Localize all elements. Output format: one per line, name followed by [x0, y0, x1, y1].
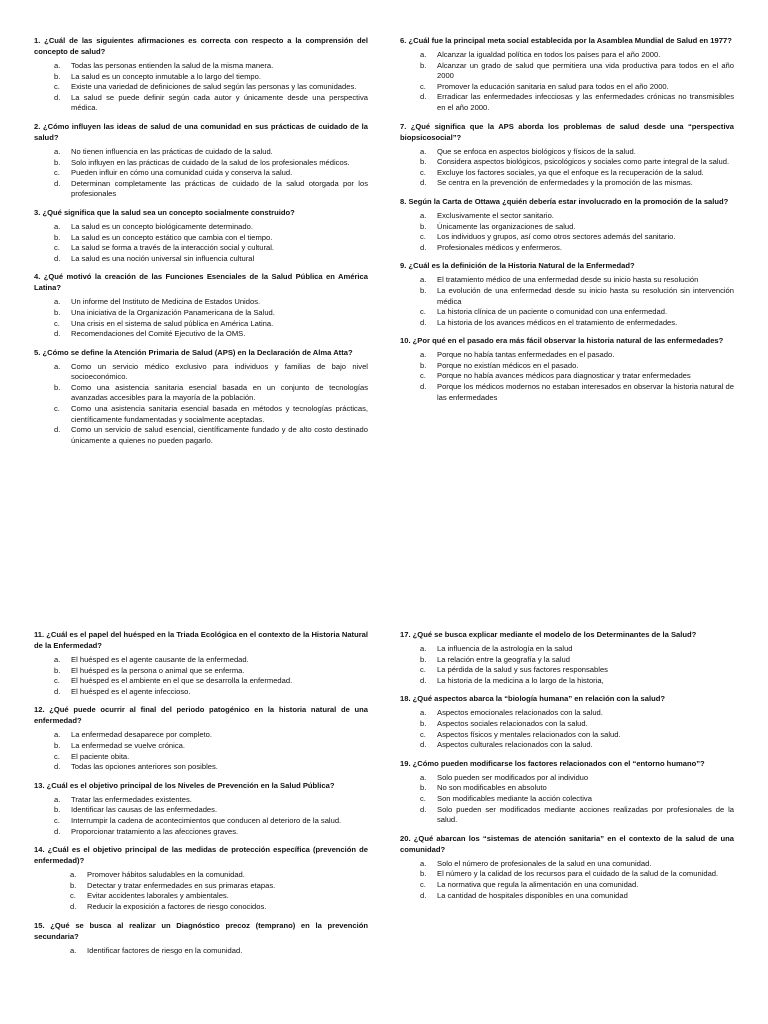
option-letter: d.	[54, 253, 61, 263]
option-text: Detectar y tratar enfermedades en sus primaras etapas.	[87, 880, 276, 890]
question-block	[400, 833, 734, 901]
option-letter: c.	[420, 232, 426, 242]
question-title: 6. ¿Cuál fue la principal meta social establecida por la Asamblea Mundial de Salud en 1977?	[400, 36, 732, 45]
option-letter: d.	[420, 890, 427, 900]
option-text: El número y la calidad de los recursos para el cuidado de la salud de la comunidad.	[437, 869, 719, 879]
option-item	[420, 891, 734, 902]
question-title: 1. ¿Cuál de las siguientes afirmaciones es correcta con respecto a la comprensión del concepto de salud?	[34, 36, 368, 56]
question-block	[34, 121, 368, 200]
options-list	[34, 730, 368, 772]
option-text: Como un servicio médico exclusivo para individuos y familias de bajo nivel socioeconómico.	[71, 361, 368, 382]
option-text: El huésped es el agente causante de la enfermedad.	[71, 655, 249, 664]
option-text: Porque los médicos modernos no estaban interesados en observar la historia natural de las enfermedades	[437, 382, 734, 402]
question-title: 8. Según la Carta de Ottawa ¿quién debería estar involucrado en la promoción de la salud?	[400, 196, 729, 206]
option-letter: d.	[54, 178, 61, 188]
option-letter: d.	[70, 901, 77, 911]
question-block	[400, 758, 734, 826]
option-letter: d.	[420, 178, 427, 188]
question-title: 2. ¿Cómo influyen las ideas de salud de una comunidad en sus prácticas de cuidado de la salud?	[34, 121, 368, 142]
option-item	[54, 666, 368, 677]
option-text: Identificar factores de riesgo en la comunidad.	[87, 945, 243, 955]
option-item	[54, 362, 368, 383]
question-title: 9. ¿Cuál es la definición de la Historia Natural de la Enfermedad?	[400, 261, 635, 271]
option-item	[54, 404, 368, 425]
option-letter: d.	[420, 92, 427, 102]
option-text: La relación entre la geografía y la salud	[437, 654, 570, 664]
question-title: 11. ¿Cuál es el papel del huésped en la Triada Ecológica en el contexto de la Historia Natural de la Enfermedad?	[34, 630, 368, 650]
option-letter: b.	[54, 157, 61, 167]
option-text: Solo pueden ser modificados mediante acciones realizadas por profesionales de la salud.	[437, 804, 734, 825]
option-item	[420, 719, 734, 730]
option-letter: a.	[420, 708, 427, 718]
option-text: Promover hábitos saludables en la comunidad.	[87, 870, 245, 880]
option-text: Pueden influir en cómo una comunidad cuida y conserva la salud.	[71, 168, 293, 178]
question-title: 17. ¿Qué se busca explicar mediante el modelo de los Determinantes de la Salud?	[400, 630, 697, 639]
option-letter: c.	[420, 371, 426, 381]
options-list	[34, 795, 368, 837]
option-item	[420, 222, 734, 233]
option-letter: c.	[420, 167, 426, 177]
option-item	[54, 168, 368, 179]
question-block	[34, 704, 368, 772]
option-letter: a.	[420, 146, 427, 156]
option-text: El tratamiento médico de una enfermedad desde su inicio hasta su resolución	[437, 275, 699, 285]
option-item	[54, 383, 368, 404]
question-block	[400, 121, 734, 189]
option-text: Una iniciativa de la Organización Panamericana de la Salud.	[71, 307, 275, 317]
option-text: Reducir la exposición a factores de riesgo conocidos.	[87, 901, 267, 911]
option-text: La evolución de una enfermedad desde su inicio hasta su resolución sin intervención médica	[437, 285, 734, 306]
option-item	[54, 329, 368, 340]
option-letter: d.	[420, 242, 427, 252]
option-text: Solo pueden ser modificados por al individuo	[437, 772, 589, 782]
option-item	[54, 72, 368, 83]
option-text: Proporcionar tratamiento a las afecciones graves.	[71, 826, 239, 836]
option-item	[420, 794, 734, 805]
question-block	[34, 629, 368, 697]
question-block	[400, 35, 734, 114]
option-letter: a.	[54, 297, 61, 307]
option-item	[54, 425, 368, 446]
option-letter: b.	[54, 665, 61, 675]
option-item	[70, 870, 368, 881]
option-letter: b.	[54, 71, 61, 81]
option-item	[54, 687, 368, 698]
option-text: Aspectos emocionales relacionados con la salud.	[437, 708, 603, 718]
option-item	[54, 254, 368, 265]
option-text: La historia clínica de un paciente o comunidad con una enfermedad.	[437, 307, 668, 317]
option-letter: a.	[54, 221, 61, 231]
options-list	[400, 708, 734, 750]
options-list	[400, 211, 734, 253]
page1-right-column	[400, 35, 734, 410]
option-item	[420, 157, 734, 168]
option-item	[420, 307, 734, 318]
option-item	[420, 655, 734, 666]
options-list	[400, 50, 734, 114]
option-letter: c.	[420, 665, 426, 675]
options-list	[34, 61, 368, 114]
option-item	[54, 795, 368, 806]
option-item	[420, 805, 734, 826]
option-item	[70, 946, 368, 957]
option-item	[420, 232, 734, 243]
option-text: La historia de la medicina a lo largo de la historia,	[437, 675, 604, 685]
option-text: Porque no había avances médicos para diagnosticar y tratar enfermedades	[437, 371, 691, 381]
option-letter: d.	[420, 382, 427, 392]
option-item	[54, 222, 368, 233]
option-item	[420, 644, 734, 655]
page2-right-column	[400, 629, 734, 908]
option-item	[54, 158, 368, 169]
option-letter: b.	[420, 285, 427, 295]
page1-left-column	[34, 35, 368, 453]
option-text: La salud se forma a través de la interacción social y cultural.	[71, 243, 275, 253]
option-text: Como una asistencia sanitaria esencial basada en métodos y tecnologías prácticas, científicamente fundamentadas y socialmente aceptadas.	[71, 404, 368, 424]
option-text: Son modificables mediante la acción colectiva	[437, 793, 592, 803]
option-item	[420, 371, 734, 382]
option-letter: b.	[54, 382, 61, 392]
option-letter: d.	[54, 686, 61, 696]
question-title: 10. ¿Por qué en el pasado era más fácil observar la historia natural de las enfermedades?	[400, 336, 724, 346]
option-text: Que se enfoca en aspectos biológicos y físicos de la salud.	[437, 146, 636, 156]
question-block	[34, 347, 368, 447]
option-letter: b.	[420, 869, 427, 879]
option-text: Porque no había tantas enfermedades en el pasado.	[437, 350, 615, 360]
option-letter: b.	[54, 805, 61, 815]
options-list	[34, 870, 368, 912]
options-list	[34, 946, 368, 957]
question-block	[34, 780, 368, 837]
option-text: Todas las personas entienden la salud de la misma manera.	[71, 61, 274, 70]
option-text: No tienen influencia en las prácticas de cuidado de la salud.	[71, 146, 273, 156]
option-text: Tratar las enfermedades existentes.	[71, 794, 192, 804]
option-letter: a.	[420, 350, 427, 360]
option-item	[54, 147, 368, 158]
option-letter: a.	[54, 61, 61, 70]
option-letter: c.	[54, 815, 60, 825]
option-text: El huésped es el ambiente en el que se desarrolla la enfermedad.	[71, 676, 293, 686]
option-item	[70, 891, 368, 902]
option-text: Excluye los factores sociales, ya que el enfoque es la recuperación de la salud.	[437, 167, 704, 177]
option-letter: b.	[420, 718, 427, 728]
options-list	[34, 655, 368, 697]
options-list	[400, 350, 734, 403]
option-text: Aspectos culturales relacionados con la salud.	[437, 740, 593, 750]
option-item	[420, 740, 734, 751]
option-text: Erradicar las enfermedades infecciosas y las enfermedades crónicas no transmisibles en el año 2000.	[437, 92, 734, 112]
option-letter: d.	[420, 804, 427, 814]
option-text: Profesionales médicos y enfermeros.	[437, 242, 562, 252]
question-title: 13. ¿Cuál es el objetivo principal de los Niveles de Prevención en la Salud Pública?	[34, 780, 335, 790]
option-text: La normativa que regula la alimentación en una comunidad.	[437, 879, 639, 889]
option-letter: d.	[54, 826, 61, 836]
option-text: Aspectos sociales relacionados con la salud.	[437, 718, 588, 728]
options-list	[400, 773, 734, 826]
option-item	[54, 816, 368, 827]
question-title: 12. ¿Qué puede ocurrir al final del periodo patogénico en la historia natural de una enfermedad?	[34, 705, 368, 726]
option-letter: a.	[420, 50, 427, 59]
option-letter: c.	[420, 307, 426, 317]
option-text: Determinan completamente las prácticas de cuidado de la salud otorgada por los profesionales	[71, 178, 368, 199]
question-block	[400, 335, 734, 403]
option-letter: a.	[420, 275, 427, 285]
option-text: Aspectos físicos y mentales relacionados con la salud.	[437, 729, 621, 739]
option-text: Alcanzar la igualdad política en todos los países para el año 2000.	[437, 50, 661, 59]
option-letter: d.	[420, 675, 427, 685]
option-item	[54, 93, 368, 114]
question-title: 15. ¿Qué se busca al realizar un Diagnóstico precoz (temprano) en la prevención secundaria?	[34, 920, 368, 941]
question-title: 7. ¿Qué significa que la APS aborda los problemas de salud desde una “perspectiva biopsicosocial”?	[400, 121, 734, 142]
option-text: La cantidad de hospitales disponibles en una comunidad	[437, 890, 628, 900]
option-text: La salud es un concepto inmutable a lo largo del tiempo.	[71, 71, 261, 81]
option-item	[420, 50, 734, 61]
option-text: La salud es un concepto biológicamente determinado.	[71, 221, 253, 231]
question-block	[34, 207, 368, 264]
option-text: Existe una variedad de definiciones de salud según las personas y las comunidades.	[71, 82, 357, 92]
option-letter: a.	[54, 730, 61, 740]
option-item	[420, 178, 734, 189]
option-text: Recomendaciones del Comité Ejecutivo de la OMS.	[71, 329, 246, 339]
option-item	[54, 762, 368, 773]
option-letter: b.	[420, 60, 427, 70]
option-text: La pérdida de la salud y sus factores responsables	[437, 665, 608, 675]
option-item	[420, 82, 734, 93]
option-text: Como una asistencia sanitaria esencial basada en un conjunto de tecnologías avanzadas accesibles para la mayoría de la población.	[71, 382, 368, 403]
option-letter: c.	[54, 168, 60, 178]
option-letter: b.	[420, 783, 427, 793]
option-letter: b.	[420, 221, 427, 231]
question-block	[400, 260, 734, 328]
option-text: La salud es una noción universal sin influencia cultural	[71, 253, 255, 263]
option-item	[420, 350, 734, 361]
option-item	[54, 805, 368, 816]
option-item	[54, 730, 368, 741]
option-letter: a.	[54, 146, 61, 156]
option-letter: d.	[54, 762, 61, 772]
option-item	[54, 179, 368, 200]
option-item	[420, 211, 734, 222]
option-text: Los individuos y grupos, así como otros sectores además del sanitario.	[437, 232, 676, 242]
option-letter: d.	[420, 317, 427, 327]
option-letter: c.	[420, 793, 426, 803]
question-title: 3. ¿Qué significa que la salud sea un concepto socialmente construido?	[34, 207, 295, 217]
question-block	[400, 196, 734, 253]
question-block	[34, 35, 368, 114]
option-text: Promover la educación sanitaria en salud para todos en el año 2000.	[437, 81, 669, 91]
option-text: Solo influyen en las prácticas de cuidado de la salud de los profesionales médicos.	[71, 157, 350, 167]
option-letter: b.	[54, 740, 61, 750]
option-text: Porque no existían médicos en el pasado.	[437, 360, 579, 370]
option-item	[420, 783, 734, 794]
option-item	[54, 308, 368, 319]
option-text: Se centra en la prevención de enfermedades y la promoción de las mismas.	[437, 178, 693, 188]
option-letter: a.	[54, 655, 61, 664]
option-text: Exclusivamente el sector sanitario.	[437, 210, 554, 220]
option-letter: a.	[420, 772, 427, 782]
option-text: Considera aspectos biológicos, psicológicos y sociales como parte integral de la salud.	[437, 157, 730, 167]
question-title: 14. ¿Cuál es el objetivo principal de las medidas de protección específica (prevención de enfermedad)?	[34, 845, 368, 866]
option-letter: b.	[420, 157, 427, 167]
option-letter: d.	[54, 92, 61, 102]
option-item	[54, 319, 368, 330]
option-letter: c.	[54, 676, 60, 686]
options-list	[34, 147, 368, 200]
question-title: 4. ¿Qué motivó la creación de las Funciones Esenciales de la Salud Pública en América Latina?	[34, 272, 368, 293]
option-letter: c.	[54, 82, 60, 92]
option-item	[420, 168, 734, 179]
option-item	[420, 361, 734, 372]
options-list	[400, 859, 734, 901]
option-item	[54, 741, 368, 752]
option-letter: a.	[420, 858, 427, 868]
option-text: Interrumpir la cadena de acontecimientos que conducen al deterioro de la salud.	[71, 815, 342, 825]
option-letter: c.	[420, 879, 426, 889]
option-item	[54, 243, 368, 254]
option-item	[54, 655, 368, 666]
question-title: 19. ¿Cómo pueden modificarse los factores relacionados con el “entorno humano”?	[400, 758, 705, 768]
option-letter: a.	[420, 210, 427, 220]
option-item	[420, 243, 734, 254]
options-list	[34, 297, 368, 339]
option-text: Únicamente las organizaciones de salud.	[437, 221, 576, 231]
page2-left-column	[34, 629, 368, 963]
option-letter: b.	[70, 880, 77, 890]
option-item	[420, 676, 734, 687]
option-text: La salud se puede definir según cada autor y únicamente desde una perspectiva médica.	[71, 92, 368, 113]
option-letter: c.	[54, 751, 60, 761]
option-letter: b.	[420, 654, 427, 664]
option-item	[420, 869, 734, 880]
option-letter: a.	[70, 945, 77, 955]
question-block	[34, 844, 368, 912]
option-letter: d.	[54, 329, 61, 339]
option-item	[420, 773, 734, 784]
option-letter: d.	[54, 425, 61, 435]
options-list	[400, 275, 734, 328]
option-item	[420, 708, 734, 719]
option-item	[54, 233, 368, 244]
option-item	[420, 318, 734, 329]
option-letter: c.	[420, 729, 426, 739]
option-item	[420, 859, 734, 870]
option-letter: d.	[420, 740, 427, 750]
option-letter: a.	[54, 794, 61, 804]
question-block	[400, 629, 734, 686]
option-letter: a.	[420, 644, 427, 653]
question-title: 18. ¿Qué aspectos abarca la “biología humana” en relación con la salud?	[400, 694, 666, 704]
question-title: 5. ¿Cómo se define la Atención Primaria de Salud (APS) en la Declaración de Alma Atta?	[34, 347, 353, 357]
option-item	[70, 902, 368, 913]
option-text: Evitar accidentes laborales y ambientales.	[87, 891, 229, 901]
option-letter: a.	[70, 870, 77, 880]
option-item	[54, 676, 368, 687]
option-item	[70, 881, 368, 892]
option-letter: a.	[54, 361, 61, 371]
option-item	[420, 880, 734, 891]
option-item	[420, 730, 734, 741]
option-text: La enfermedad se vuelve crónica.	[71, 740, 185, 750]
option-letter: b.	[54, 232, 61, 242]
option-text: La influencia de la astrología en la salud	[437, 644, 573, 653]
option-text: Solo el número de profesionales de la salud en una comunidad.	[437, 858, 652, 868]
options-list	[34, 362, 368, 447]
option-item	[54, 297, 368, 308]
option-item	[420, 147, 734, 158]
question-block	[34, 920, 368, 957]
option-letter: c.	[54, 318, 60, 328]
question-block	[400, 693, 734, 750]
option-item	[54, 752, 368, 763]
option-item	[420, 275, 734, 286]
option-text: Un informe del Instituto de Medicina de Estados Unidos.	[71, 297, 261, 307]
option-item	[54, 82, 368, 93]
option-item	[420, 665, 734, 676]
options-list	[400, 644, 734, 686]
option-item	[420, 382, 734, 403]
option-letter: c.	[420, 81, 426, 91]
question-title: 20. ¿Qué abarcan los “sistemas de atención sanitaria” en el contexto de la salud de una comunidad?	[400, 833, 734, 854]
option-text: El paciente obita.	[71, 751, 130, 761]
question-block	[34, 271, 368, 339]
options-list	[34, 222, 368, 264]
option-text: Todas las opciones anteriores son posibles.	[71, 762, 218, 772]
options-list	[400, 147, 734, 189]
option-item	[420, 286, 734, 307]
option-text: La enfermedad desaparece por completo.	[71, 730, 212, 740]
option-letter: c.	[54, 404, 60, 414]
option-letter: c.	[70, 891, 76, 901]
option-text: Alcanzar un grado de salud que permitiera una vida productiva para todos en el año 2000	[437, 60, 734, 81]
option-text: El huésped es el agente infeccioso.	[71, 686, 191, 696]
option-text: No son modificables en absoluto	[437, 783, 547, 793]
option-text: Una crisis en el sistema de salud pública en América Latina.	[71, 318, 274, 328]
option-item	[54, 827, 368, 838]
option-text: La historia de los avances médicos en el tratamiento de enfermedades.	[437, 317, 678, 327]
option-item	[420, 61, 734, 82]
option-letter: b.	[54, 307, 61, 317]
option-text: Como un servicio de salud esencial, científicamente fundado y de alto costo destinado únicamente a quienes no pueden pagarlo.	[71, 425, 368, 445]
option-item	[54, 61, 368, 72]
option-text: Identificar las causas de las enfermedades.	[71, 805, 218, 815]
option-letter: c.	[54, 243, 60, 253]
option-item	[420, 92, 734, 113]
option-text: La salud es un concepto estático que cambia con el tiempo.	[71, 232, 273, 242]
option-letter: b.	[420, 360, 427, 370]
option-text: El huésped es la persona o animal que se enferma.	[71, 665, 245, 675]
